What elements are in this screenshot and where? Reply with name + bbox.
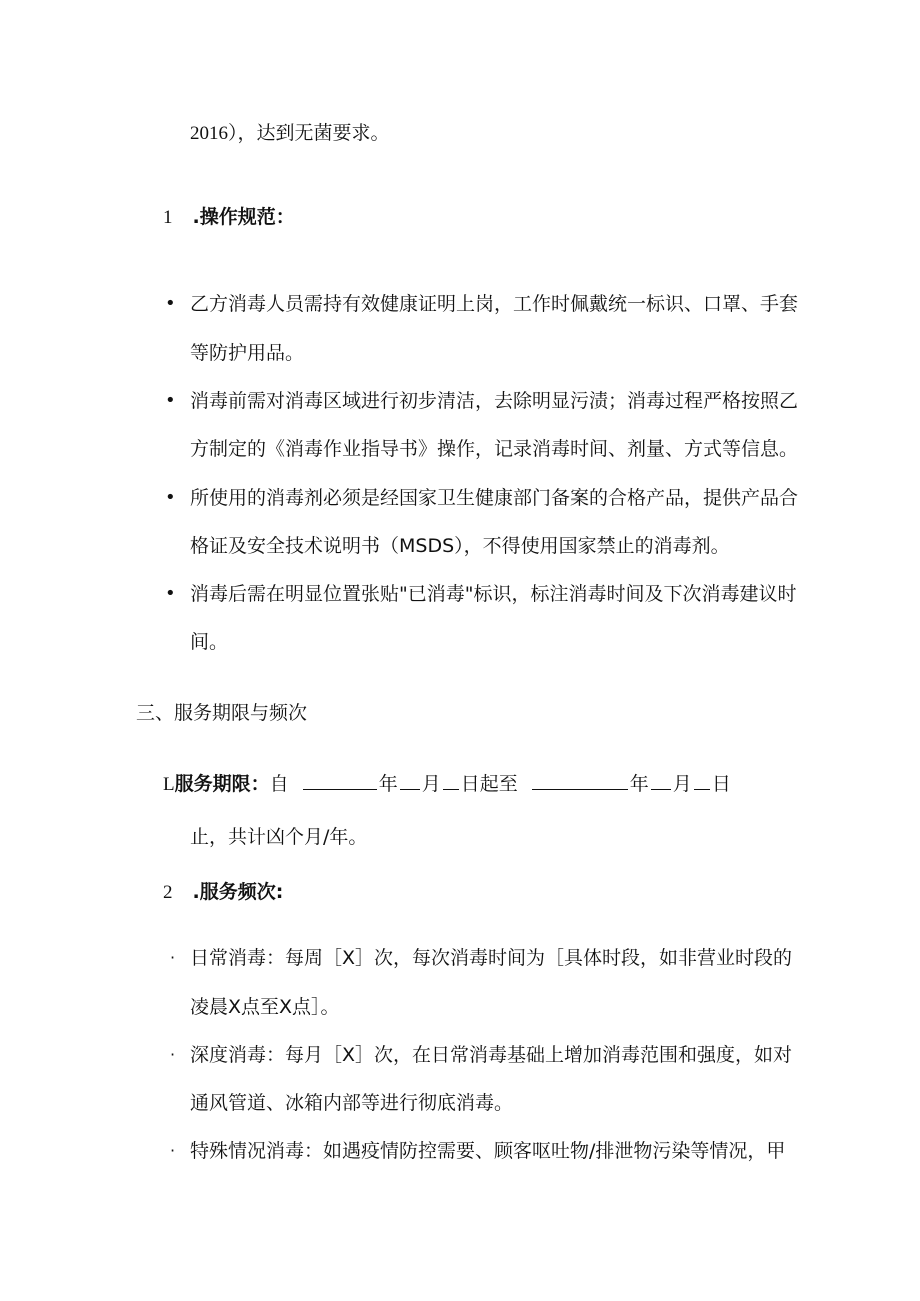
bullet-marker: •: [165, 390, 176, 411]
section-freq-number: 2: [163, 882, 173, 903]
service-period-line1: [163, 771, 731, 797]
day-to-text: 日起至: [460, 773, 518, 795]
service-period-prefix: L: [163, 774, 175, 795]
ops-bullet-line1: 所使用的消毒剂必须是经国家卫生健康部门备案的合格产品，提供产品合: [190, 487, 799, 509]
start-year-blank[interactable]: [303, 771, 377, 790]
bullet-marker: •: [165, 293, 176, 314]
start-month-blank[interactable]: [400, 771, 420, 790]
freq-bullet-line1: 深度消毒：每月［X］次，在日常消毒基础上增加消毒范围和强度，如对: [190, 1044, 793, 1066]
freq-bullet-line2: 凌晨X点至X点］。: [190, 996, 340, 1018]
intro-line: 2016），达到无菌要求。: [190, 123, 390, 144]
service-period-line2: 止，共计凶个月/年。: [190, 826, 368, 848]
section-three-heading: 三、服务期限与频次: [136, 702, 308, 724]
service-period-label: 服务期限：: [174, 773, 270, 795]
bullet-marker: •: [165, 487, 176, 508]
freq-bullet-line1: 日常消毒：每周［X］次，每次消毒时间为［具体时段，如非营业时段的: [190, 947, 793, 969]
bullet-marker: ·: [170, 1045, 176, 1064]
ops-bullet-line1: 消毒前需对消毒区域进行初步清洁，去除明显污渍；消毒过程严格按照乙: [190, 390, 799, 412]
from-text: 自: [269, 773, 289, 795]
year-text: 年: [378, 773, 398, 795]
end-day-blank[interactable]: [694, 771, 710, 790]
ops-bullet-line2: 格证及安全技术说明书（MSDS），不得使用国家禁止的消毒剂。: [190, 535, 730, 557]
end-month-blank[interactable]: [651, 771, 671, 790]
ops-bullet-line1: 乙方消毒人员需持有效健康证明上岗，工作时佩戴统一标识、口罩、手套: [190, 293, 799, 315]
bullet-marker: ·: [170, 1141, 176, 1160]
ops-bullet-line2: 方制定的《消毒作业指导书》操作，记录消毒时间、剂量、方式等信息。: [190, 438, 799, 460]
freq-bullet-line2: 通风管道、冰箱内部等进行彻底消毒。: [190, 1092, 514, 1114]
section-ops-title: .操作规范：: [192, 206, 295, 228]
section-ops-number: 1: [163, 207, 173, 228]
ops-bullet-line2: 等防护用品。: [190, 342, 305, 364]
bullet-marker: ·: [170, 948, 176, 967]
ops-bullet-line1: 消毒后需在明显位置张贴"已消毒"标识，标注消毒时间及下次消毒建议时: [190, 583, 797, 605]
year-text: 年: [629, 773, 649, 795]
start-day-blank[interactable]: [443, 771, 459, 790]
end-year-blank[interactable]: [532, 771, 628, 790]
section-ops-heading: [163, 205, 295, 230]
freq-bullet-line1: 特殊情况消毒：如遇疫情防控需要、顾客呕吐物/排泄物污染等情况，甲: [190, 1140, 786, 1162]
month-text: 月: [421, 773, 441, 795]
day-text: 日: [711, 773, 731, 795]
bullet-marker: •: [165, 583, 176, 604]
section-freq-title: .服务频次:: [192, 881, 284, 903]
month-text: 月: [672, 773, 692, 795]
section-freq-heading: [163, 880, 283, 905]
ops-bullet-line2: 间。: [190, 631, 229, 653]
